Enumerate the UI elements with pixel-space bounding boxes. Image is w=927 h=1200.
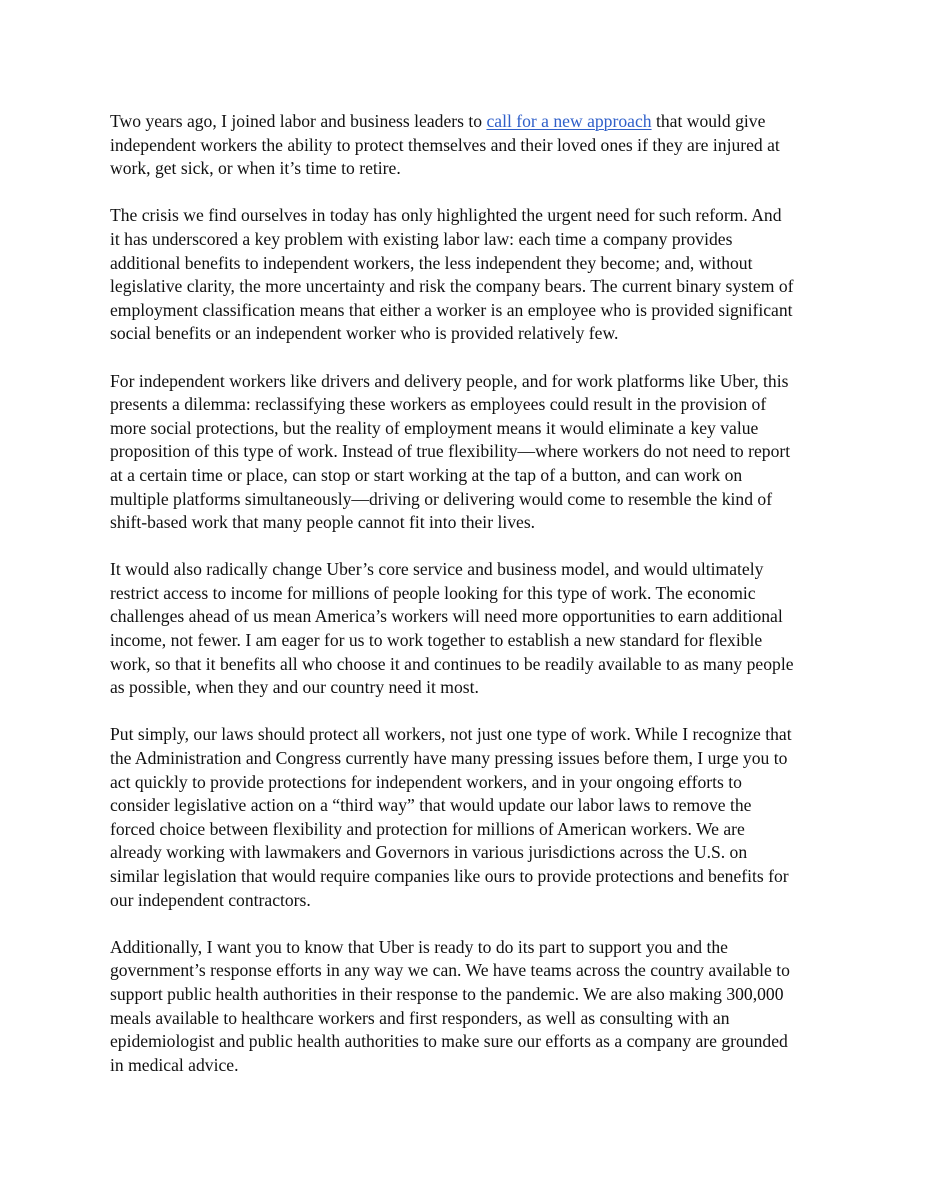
paragraph-5-line: the Administration and Congress currently have many pressing issues before them, I urge you to [110,748,788,769]
paragraph-4-line: work, so that it benefits all who choose it and continues to be readily available to as many people [110,653,794,674]
paragraph-6-line: meals available to healthcare workers and first responders, as well as consulting with an [110,1007,730,1028]
paragraph-5-line: similar legislation that would require companies like ours to provide protections and benefits for [110,866,789,886]
paragraph-6-line: Additionally, I want you to know that Uber is ready to do its part to support you and the [110,936,728,957]
paragraph-3 [110,370,830,535]
paragraph-3-line: For independent workers like drivers and delivery people, and for work platforms like Uber, this [110,370,789,391]
paragraph-3-line: more social protections, but the reality of employment means it would eliminate a key value [110,417,759,438]
paragraph-3-line: multiple platforms simultaneously—driving or delivering would come to resemble the kind of [110,488,773,509]
paragraph-6 [110,936,830,1078]
paragraph-6-line: in medical advice. [110,1054,239,1075]
paragraph-5-line: act quickly to provide protections for independent workers, and in your ongoing efforts to [110,771,742,792]
paragraph-1-line-1-after-link: that would give [651,111,766,131]
paragraph-2-line: legislative clarity, the more uncertainty and risk the company bears. The current binary system of [110,276,794,297]
paragraph-2-line: The crisis we find ourselves in today has only highlighted the urgent need for such reform. And [110,205,782,226]
paragraph-5-line: our independent contractors. [110,889,311,910]
paragraph-2 [110,204,830,346]
paragraph-4-line: restrict access to income for millions of people looking for this type of work. The economic [110,582,756,603]
paragraph-5-line: forced choice between flexibility and protection for millions of American workers. We are [110,818,745,839]
paragraph-4-line: income, not fewer. I am eager for us to work together to establish a new standard for flexible [110,630,763,651]
paragraph-5-line: Put simply, our laws should protect all workers, not just one type of work. While I recognize that [110,724,792,745]
paragraph-6-line: support public health authorities in their response to the pandemic. We are also making 300,000 [110,983,784,1004]
paragraph-4-line: as possible, when they and our country need it most. [110,677,479,698]
paragraph-2-line: additional benefits to independent workers, the less independent they become; and, without [110,252,753,273]
paragraph-6-line: epidemiologist and public health authorities to make sure our efforts as a company are grounded [110,1031,788,1052]
paragraph-4 [110,558,830,700]
paragraph-2-line: it has underscored a key problem with existing labor law: each time a company provides [110,228,733,249]
paragraph-4-line: challenges ahead of us mean America’s workers will need more opportunities to earn additional [110,606,783,627]
paragraph-5 [110,723,830,912]
paragraph-1-line-1 [110,110,830,134]
paragraph-3-line: proposition of this type of work. Instead of true flexibility—where workers do not need to report [110,441,791,462]
paragraph-4-line: It would also radically change Uber’s core service and business model, and would ultimately [110,559,764,580]
paragraph-5-line: consider legislative action on a “third way” that would update our labor laws to remove the [110,795,752,816]
paragraph-1-line-2: independent workers the ability to protect themselves and their loved ones if they are injured at [110,134,780,155]
letter-body [110,110,830,1101]
paragraph-6-line: government’s response efforts in any way we can. We have teams across the country available to [110,960,790,981]
call-for-new-approach-link[interactable]: call for a new approach [486,111,652,131]
paragraph-3-line: at a certain time or place, can stop or start working at the tap of a button, and can work on [110,464,743,485]
paragraph-3-line: presents a dilemma: reclassifying these workers as employees could result in the provision of [110,394,767,415]
paragraph-5-line: already working with lawmakers and Governors in various jurisdictions across the U.S. on [110,842,748,863]
paragraph-3-line: shift-based work that many people cannot fit into their lives. [110,512,536,533]
paragraph-1-line-1-before-link: Two years ago, I joined labor and business leaders to [110,111,487,131]
paragraph-2-line: employment classification means that either a worker is an employee who is provided significant [110,299,793,320]
paragraph-2-line: social benefits or an independent worker who is provided relatively few. [110,323,619,344]
paragraph-1-line-3: work, get sick, or when it’s time to retire. [110,158,401,179]
paragraph-1 [110,110,830,181]
